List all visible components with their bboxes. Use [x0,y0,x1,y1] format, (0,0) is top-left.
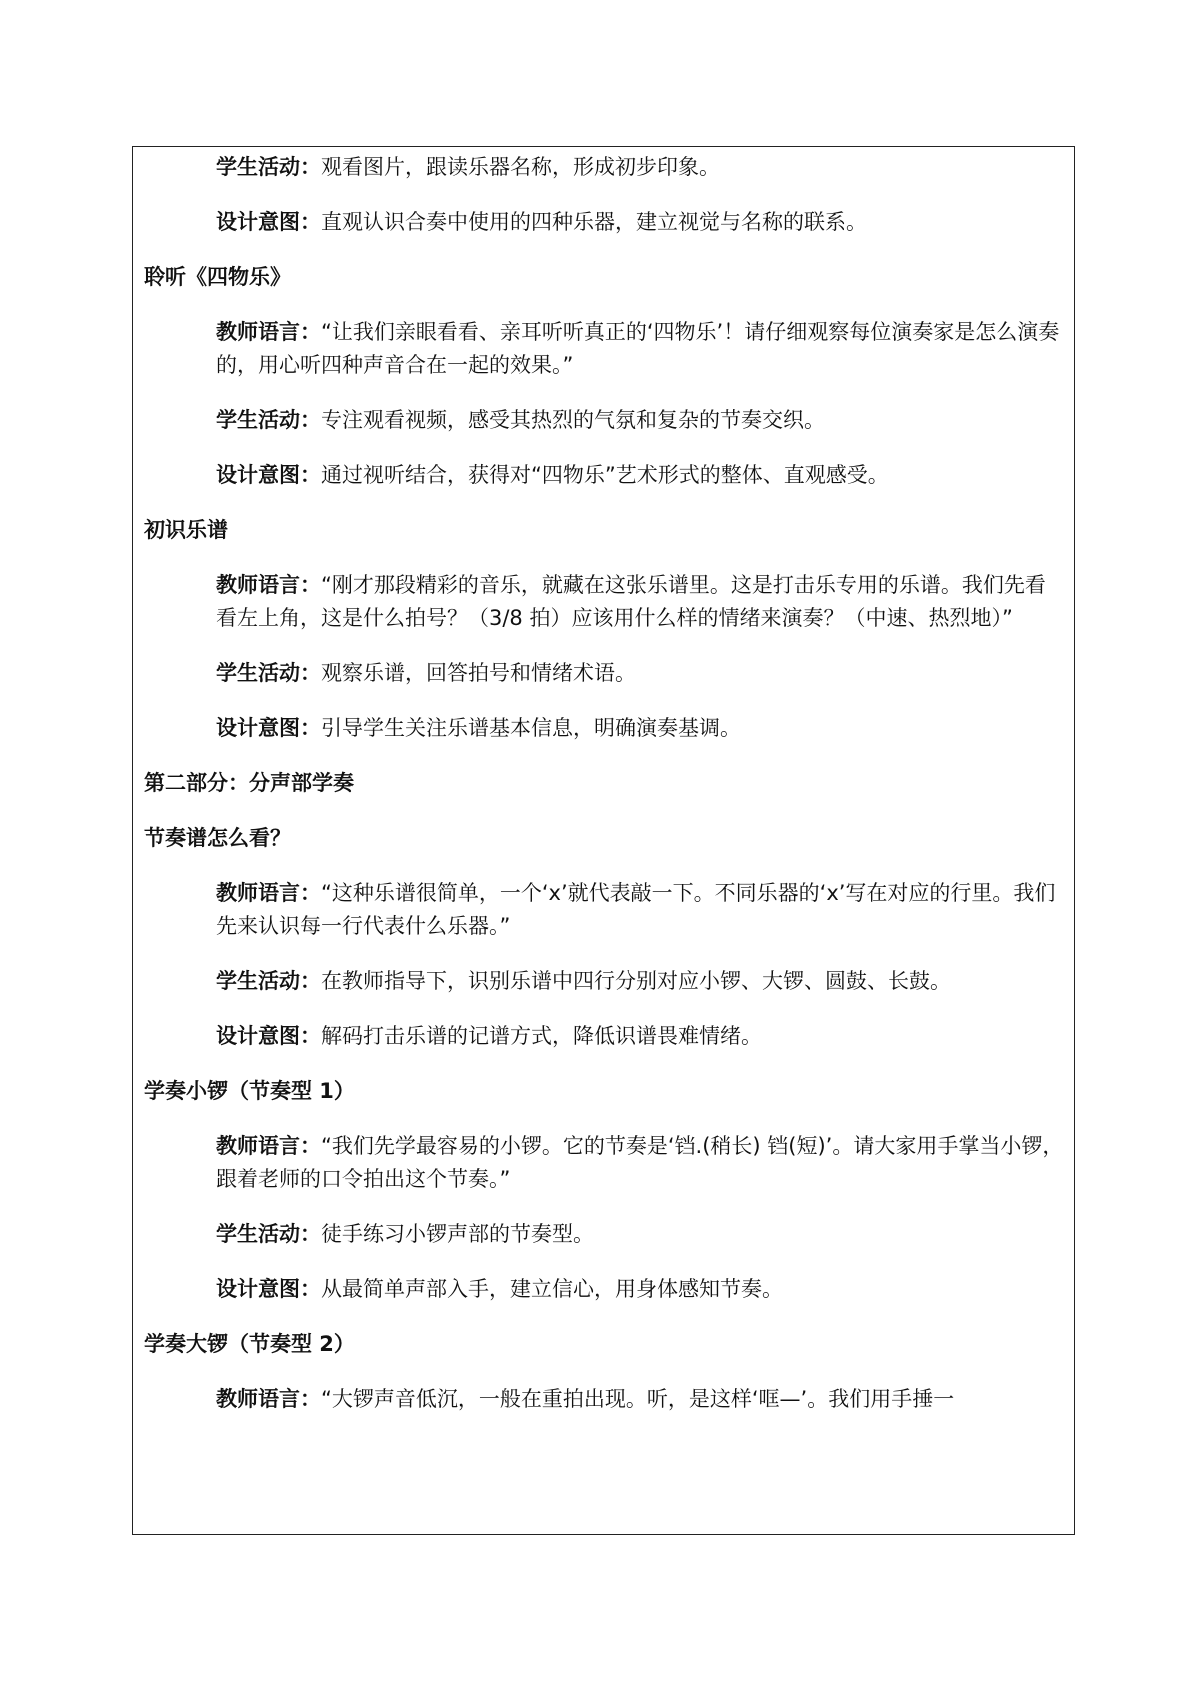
document-content [144,147,1064,1411]
paragraph-label: 设计意图： [216,210,321,234]
paragraph-text: “这种乐谱很简单，一个‘x’就代表敲一下。不同乐器的‘x’写在对应的行里。我们先来认识每一行代表什么乐器。” [216,881,1056,938]
paragraph-text: 直观认识合奏中使用的四种乐器，建立视觉与名称的联系。 [321,210,867,234]
paragraph-label: 设计意图： [216,1277,321,1301]
paragraph-label: 教师语言： [216,1134,321,1158]
paragraph-text: “我们先学最容易的小锣。它的节奏是‘铛.(稍长) 铛(短)’。请大家用手掌当小锣，跟着老师的口令拍出这个节奏。” [216,1134,1064,1191]
paragraph-text: 在教师指导下，识别乐谱中四行分别对应小锣、大锣、圆鼓、长鼓。 [321,969,951,993]
section-heading: 第二部分：分声部学奏 [144,771,354,795]
section-heading: 学奏小锣（节奏型 1） [144,1079,355,1103]
paragraph-label: 教师语言： [216,320,321,344]
section-heading: 学奏大锣（节奏型 2） [144,1332,355,1356]
paragraph-label: 学生活动： [216,969,321,993]
paragraph [144,965,1064,998]
paragraph-label: 设计意图： [216,716,321,740]
section-heading: 聆听《四物乐》 [144,265,291,289]
document-frame [132,146,1075,1535]
paragraph [144,712,1064,745]
paragraph [144,206,1064,239]
paragraph [144,1020,1064,1053]
paragraph-label: 学生活动： [216,1222,321,1246]
paragraph-label: 教师语言： [216,1387,321,1411]
paragraph [144,1383,1064,1416]
paragraph-text: 从最简单声部入手，建立信心，用身体感知节奏。 [321,1277,783,1301]
paragraph-text: 专注观看视频，感受其热烈的气氛和复杂的节奏交织。 [321,408,825,432]
paragraph-text: 通过视听结合，获得对“四物乐”艺术形式的整体、直观感受。 [321,463,889,487]
paragraph-label: 教师语言： [216,573,321,597]
paragraph-label: 设计意图： [216,463,321,487]
paragraph [144,459,1064,492]
paragraph [144,404,1064,437]
section-heading: 初识乐谱 [144,518,228,542]
paragraph [144,657,1064,690]
paragraph-text: “让我们亲眼看看、亲耳听听真正的‘四物乐’！请仔细观察每位演奏家是怎么演奏的，用心听四种声音合在一起的效果。” [216,320,1060,377]
paragraph-text: 解码打击乐谱的记谱方式，降低识谱畏难情绪。 [321,1024,762,1048]
paragraph-label: 学生活动： [216,155,321,179]
paragraph [144,1130,1064,1196]
paragraph-text: “大锣声音低沉，一般在重拍出现。听，是这样‘哐—’。我们用手捶一 [321,1387,955,1411]
section-heading: 节奏谱怎么看？ [144,826,291,850]
paragraph-text: “刚才那段精彩的音乐，就藏在这张乐谱里。这是打击乐专用的乐谱。我们先看看左上角，这是什么拍号？（3/8 拍）应该用什么样的情绪来演奏？（中速、热烈地）” [216,573,1046,630]
paragraph-text: 观看图片，跟读乐器名称，形成初步印象。 [321,155,720,179]
paragraph [144,569,1064,635]
paragraph [144,1273,1064,1306]
paragraph-text: 引导学生关注乐谱基本信息，明确演奏基调。 [321,716,741,740]
paragraph [144,151,1064,184]
paragraph-text: 徒手练习小锣声部的节奏型。 [321,1222,594,1246]
paragraph [144,316,1064,382]
paragraph-label: 教师语言： [216,881,321,905]
paragraph-text: 观察乐谱，回答拍号和情绪术语。 [321,661,636,685]
paragraph [144,877,1064,943]
paragraph [144,1218,1064,1251]
paragraph-label: 学生活动： [216,408,321,432]
paragraph-label: 设计意图： [216,1024,321,1048]
paragraph-label: 学生活动： [216,661,321,685]
